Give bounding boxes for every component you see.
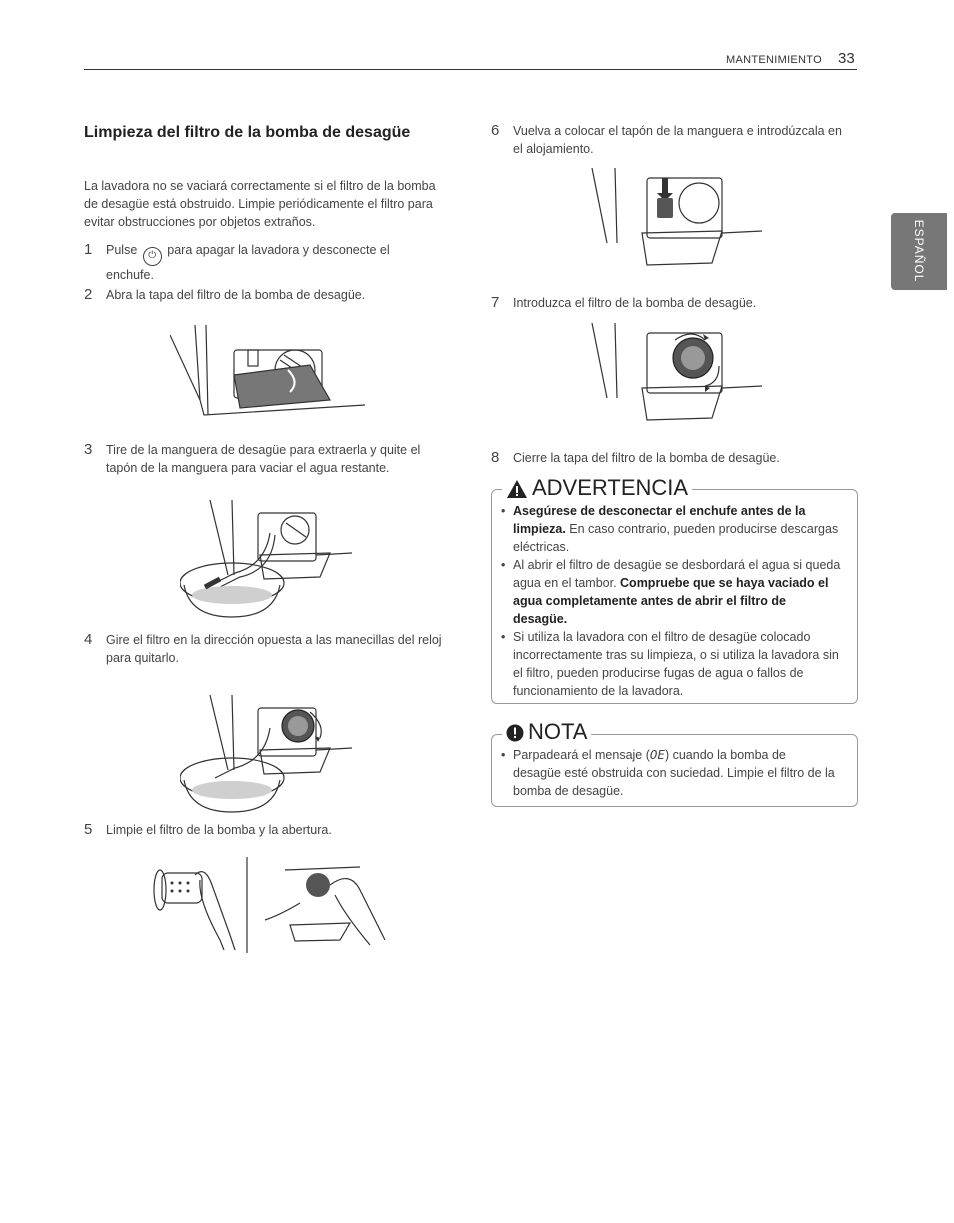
warning-item-1 [492, 502, 842, 556]
note-text-before: Parpadeará el mensaje ( [513, 748, 650, 762]
step-1-text [106, 241, 436, 284]
warning-title [502, 476, 692, 500]
warning-item-1-bold: Asegúrese de desconectar el enchufe antes de la limpieza. [513, 504, 806, 536]
warning-title-text: ADVERTENCIA [532, 475, 689, 500]
note-title [502, 720, 591, 744]
warning-item-3 [492, 628, 842, 700]
step-8-number: 8 [491, 449, 500, 466]
step-5-number: 5 [84, 821, 93, 838]
warning-list [492, 502, 842, 700]
step-5-text: Limpie el filtro de la bomba y la abertura. [106, 823, 332, 837]
step-2-number: 2 [84, 286, 93, 303]
step-7-text: Introduzca el filtro de la bomba de desagüe. [513, 296, 757, 310]
step-1-text-after: para apagar la lavadora y desconecte el enchufe. [106, 243, 390, 282]
warning-triangle-icon [506, 479, 528, 499]
section-title: Limpieza del filtro de la bomba de desagüe [84, 124, 411, 141]
header-section-label: MANTENIMIENTO [726, 54, 822, 66]
step-8-text: Cierre la tapa del filtro de la bomba de desagüe. [513, 451, 780, 465]
note-list [492, 746, 837, 800]
step-2-text: Abra la tapa del filtro de la bomba de desagüe. [106, 288, 366, 302]
step-4-number: 4 [84, 631, 93, 648]
warning-item-1-text: En caso contrario, pueden producirse descargas eléctricas. [513, 522, 839, 554]
illustration-clean-filter [140, 855, 395, 955]
power-button-icon: ⏻ [143, 247, 162, 266]
language-side-tab [891, 213, 947, 290]
side-tab-label: ESPAÑOL [912, 219, 926, 283]
note-title-text: NOTA [528, 719, 588, 744]
illustration-open-cover [170, 320, 370, 420]
illustration-remove-filter [180, 690, 355, 815]
step-3-number: 3 [84, 441, 93, 458]
illustration-insert-hose [587, 163, 767, 273]
illustration-insert-filter [587, 318, 767, 428]
step-4-text: Gire el filtro en la dirección opuesta a las manecillas del reloj para quitarlo. [106, 633, 442, 665]
warning-item-2-bold: Compruebe que se haya vaciado el agua completamente antes de abrir el filtro de desagüe. [513, 576, 829, 626]
exclamation-circle-icon [506, 724, 524, 742]
warning-item-2 [492, 556, 842, 628]
step-6-number: 6 [491, 122, 500, 139]
note-item [492, 746, 837, 800]
step-7-number: 7 [491, 294, 500, 311]
header-rule [84, 69, 857, 70]
step-1-number: 1 [84, 241, 93, 258]
step-3-text: Tire de la manguera de desagüe para extraerla y quite el tapón de la manguera para vaciar el agua restante. [106, 443, 421, 475]
step-6-text: Vuelva a colocar el tapón de la manguera e introdúzcala en el alojamiento. [513, 124, 842, 156]
warning-item-2-text: Al abrir el filtro de desagüe se desbordará el agua si queda agua en el tambor. [513, 558, 841, 590]
note-text-after: ) cuando la bomba de desagüe esté obstruida con suciedad. Limpie el filtro de la bomba de desagüe. [513, 748, 835, 798]
page-number: 33 [838, 50, 855, 67]
warning-item-3-text: Si utiliza la lavadora con el filtro de desagüe colocado incorrectamente tras su limpieza, o si utiliza la lavadora sin el filtro, pueden producirse fugas de agua o fallos de funcionamiento de la lavadora. [513, 630, 839, 698]
illustration-drain-hose [180, 495, 355, 620]
error-code-display: OE [649, 747, 665, 762]
intro-paragraph: La lavadora no se vaciará correctamente si el filtro de la bomba de desagüe está obstruido. Limpie periódicamente el filtro para evitar obstrucciones por objetos extraños. [84, 179, 436, 229]
step-1-text-before: Pulse [106, 243, 138, 257]
